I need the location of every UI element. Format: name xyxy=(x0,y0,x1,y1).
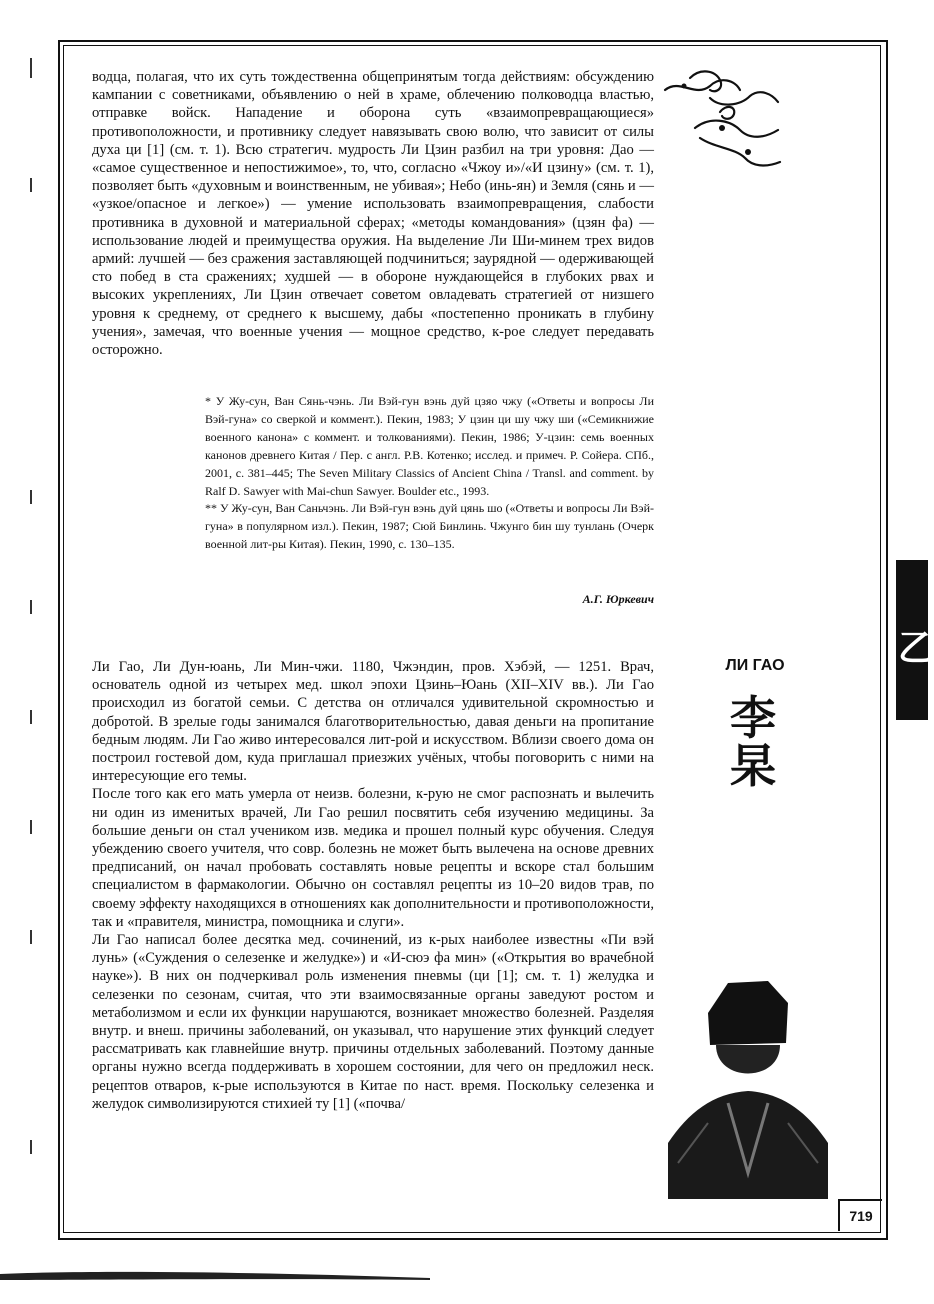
entry-hanzi xyxy=(718,691,788,793)
margin-marks xyxy=(28,0,34,1304)
bibliography-notes xyxy=(205,393,654,554)
article-author: А.Г. Юркевич xyxy=(582,592,654,606)
page-number: 719 xyxy=(838,1199,882,1231)
hanzi-char: 杲 xyxy=(730,739,776,793)
entry-paragraph: Ли Гао написал более десятка мед. сочинений, из к-рых наиболее известны «Пи вэй лунь» («Суждения о селезенке и желудке») и «И-сюэ фа мин» («Открытия во врачебной науке»). В них он подчеркивал роль изменения пневмы (ци [1]; см. т. 1) желудка и селезенки по сезонам, считая, что эти взаимосвязанные органы заведуют ростом и метаболизмом и если их функции нарушаются, возникает множество болезней. Разделяя внутр. и внеш. причины заболеваний, он указывал, что нарушение этих функций следует рассматривать как главнейшие внутр. причины отдельных заболеваний. Поэтому данные органы нужно всегда поддерживать в хорошем состоянии, для чего он предложил неск. рецептов отваров, к-рые используются в Китае по наст. время. Поскольку селезенка и желудок символизируются стихией ту [1] («почва/ xyxy=(92,932,654,1112)
bibliography-note: * У Жу-сун, Ван Сянь-чэнь. Ли Вэй-гун вэнь дуй цзяо чжу («Ответы и вопросы Ли Вэй-гуна» со сверкой и коммент.). Пекин, 1983; У цзин ци шу чжу ши («Семикнижие военного канона» с коммент. и толкованиями). Пекин, 1986; У-цзин: семь военных канонов древнего Китая / Пер. с англ. Р.В. Котенко; исслед. и примеч. Р. Сойера. СПб., 2001, с. 381–445; The Seven Military Classics of Ancient China / Transl. and comment. by Ralf D. Sawyer with Mai-chun Sawyer. Boulder etc., 1993. xyxy=(205,394,654,498)
hanzi-char: 李 xyxy=(730,691,776,745)
entry-paragraph: После того как его мать умерла от неизв. болезни, к-рую не смог распознать и вылечить ни один из именитых врачей, Ли Гао решил посвятить себя изучению медицины. За большие деньги он стал учеником изв. медика и прошел полный курс обучения. Следуя убеждению своего учителя, что совр. болезнь не может быть вылечена на основе древних предписаний, он начал пробовать составлять новые рецепты и вскоре стал большим специалистом в фармакологии. Обычно он составлял рецепты из 10–20 видов трав, по своему эффекту находящихся в отношениях как дополнительности и противоположности, так и «правителя, министра, помощника и слуги». xyxy=(92,786,654,930)
top-paragraph: водца, полагая, что их суть тождественна общепринятым тогда действиям: обсуждению кампании с советниками, объявлению о ней в храме, облечению полководца властью, отправке войск. Нападение и оборона суть «взаимопревращающиеся» противоположности, и противнику следует навязывать свою волю, что зависит от силы духа ци [1] (см. т. 1). Всю стратегич. мудрость Ли Цзин разбил на три уровня: Дао — «самое существенное и непостижимое», то, что, согласно «Чжоу и»/«И цзину» (см. т. 1), позволяет быть «духовным и воинственным, не убивая»; Небо (инь-ян) и Земля (сянь и — «узкое/опасное и легкое») — умение использовать взаимопревращения, слабости противника в духовной и материальной сферах; «методы командования» (цзян фа) — использование людей и преимущества оружия. На выделение Ли Ши-минем трех видов армий: лучшей — без сражения заставляющей подчиниться; заурядной — одерживающей сто побед в ста сражениях; худшей — в обороне нуждающейся в глубоких рвах и высоких укреплениях, Ли Цзин отвечает советом овладевать стратегией от низшего уровня к среднему, от среднего к высшему, дабы «постепенно проникать в глубину учения», замечая, что военные учения — мощное средство, к-рое следует передавать осторожно. xyxy=(92,69,654,359)
entry-heading: ЛИ ГАО xyxy=(725,657,785,674)
cloud-ornament-icon xyxy=(660,68,785,178)
continued-article-text xyxy=(92,68,654,359)
entry-paragraph: Ли Гао, Ли Дун-юань, Ли Мин-чжи. 1180, Чжэндин, пров. Хэбэй, — 1251. Врач, основатель одной из четырех мед. школ эпохи Цзинь–Юань (XII–XIV вв.). Ли Гао происходил из богатой семьи. С детства он отличался удивительной скромностью и добротой. В зрелые годы занимался благотворительностью, давая деньги на пропитание бедным людям. Ли Гао живо интересовался лит-рой и искусством. Вблизи своего дома он построил гостевой дом, куда приглашал приезжих учёных, чтобы поговорить с ними на интересующие его темы. xyxy=(92,659,654,785)
portrait-image xyxy=(668,973,828,1199)
scan-edge-mark xyxy=(0,1268,430,1282)
side-tab-glyph: 乙 xyxy=(898,628,934,669)
side-index-tab xyxy=(896,560,934,720)
bibliography-note: ** У Жу-сун, Ван Саньчэнь. Ли Вэй-гун вэнь дуй цянь шо («Ответы и вопросы Ли Вэй-гуна» в популярном изл.). Пекин, 1987; Сюй Бинлинь. Чжунго бин шу тунлань (Очерк военной лит-ры Китая). Пекин, 1990, с. 130–135. xyxy=(205,501,654,552)
entry-text xyxy=(92,658,654,1113)
